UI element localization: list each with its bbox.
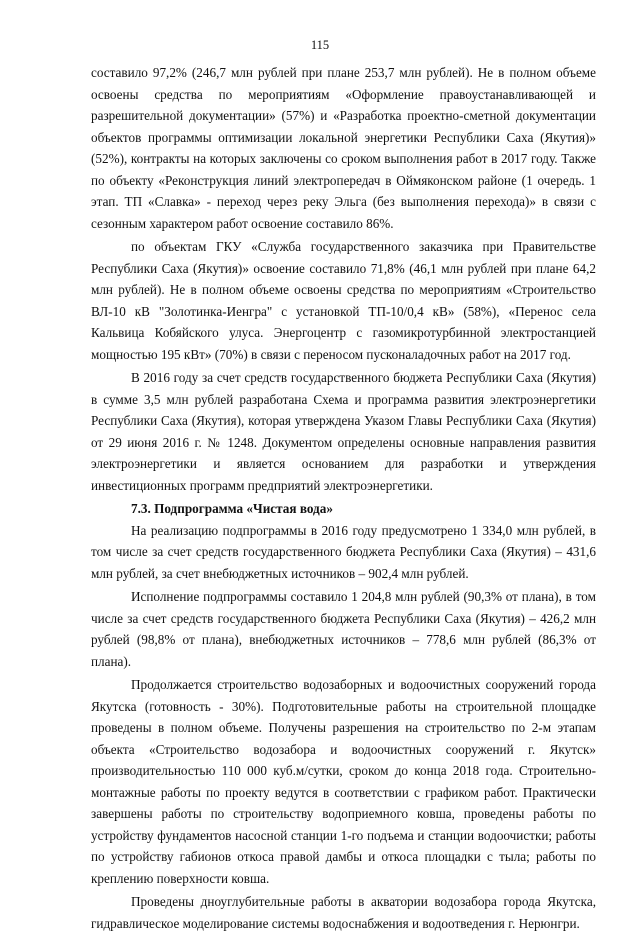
document-body — [91, 62, 596, 936]
paragraph: Исполнение подпрограммы составило 1 204,8 млн рублей (90,3% от плана), в том числе за счет средств государственного бюджета Республики Саха (Якутия) – 426,2 млн рублей (98,8% от плана), внебюджетных источников – 778,6 млн рублей (86,3% от плана). — [91, 589, 596, 669]
paragraph: Продолжается строительство водозаборных и водоочистных сооружений города Якутска (готовность - 30%). Подготовительные работы на строительной площадке проведены в полном объеме. Получены разрешения на строительство по 2-м этапам объекта «Строительство водозабора и водоочистных сооружений г. Якутск» производительностью 110 000 куб.м/сутки, сроком до конца 2018 года. Строительно-монтажные работы по проекту ведутся в соответствии с графиком работ. Практически завершены работы по строительству водоприемного ковша, проведены работы по устройству фундаментов насосной станции 1-го подъема и станции водоочистки; работы по устройству габионов откоса правой дамбы и откоса площадки с тыла; работы по креплению поверхности ковша. — [91, 677, 596, 886]
page-number: 115 — [310, 38, 330, 52]
section-heading: 7.3. Подпрограмма «Чистая вода» — [131, 501, 333, 516]
paragraph: На реализацию подпрограммы в 2016 году предусмотрено 1 334,0 млн рублей, в том числе за счет средств государственного бюджета Республики Саха (Якутия) – 431,6 млн рублей, за счет внебюджетных источников – 902,4 млн рублей. — [91, 522, 596, 581]
paragraph: В 2016 году за счет средств государственного бюджета Республики Саха (Якутия) в сумме 3,5 млн рублей разработана Схема и программа развития электроэнергетики Республики Саха (Якутия), которая утверждена Указом Главы Республики Саха (Якутия) от 29 июня 2016 г. № 1248. Документом определены основные направления развития электроэнергетики и является основанием для разработки и утверждения инвестиционных программ предприятий электроэнергетики. — [91, 370, 596, 493]
paragraph: составило 97,2% (246,7 млн рублей при плане 253,7 млн рублей). Не в полном объеме освоены средства по мероприятиям «Оформление правоустанавливающей и разрешительной документации» (57%) и «Разработка проектно-сметной документации объектов программы оптимизации локальной энергетики Республики Саха (Якутия)» (52%), контракты на которых заключены со сроком выполнения работ в 2017 году. Также по объекту «Реконструкция линий электропередач в Оймяконском районе (1 очередь. 1 этап. ТП «Славка» - переход через реку Эльга (без выполнения перехода)» в связи с сезонным характером работ освоение составило 86%. — [91, 65, 596, 231]
paragraph: Проведены дноуглубительные работы в акватории водозабора города Якутска, гидравлическое моделирование системы водоснабжения и водоотведения г. Нерюнгри. — [91, 894, 596, 931]
paragraph: по объектам ГКУ «Служба государственного заказчика при Правительстве Республики Саха (Якутия)» освоение составило 71,8% (46,1 млн рублей при плане 64,2 млн рублей). Не в полном объеме освоены средства по мероприятиям «Строительство ВЛ-10 кВ "Золотинка-Иенгра" с установкой ТП-10/0,4 кВ» (58%), «Перенос села Кальвица Кобяйского улуса. Энергоцентр с газомикротурбинной электростанцией мощностью 195 кВт» (70%) в связи с переносом пусконаладочных работ на 2017 год. — [91, 239, 596, 362]
